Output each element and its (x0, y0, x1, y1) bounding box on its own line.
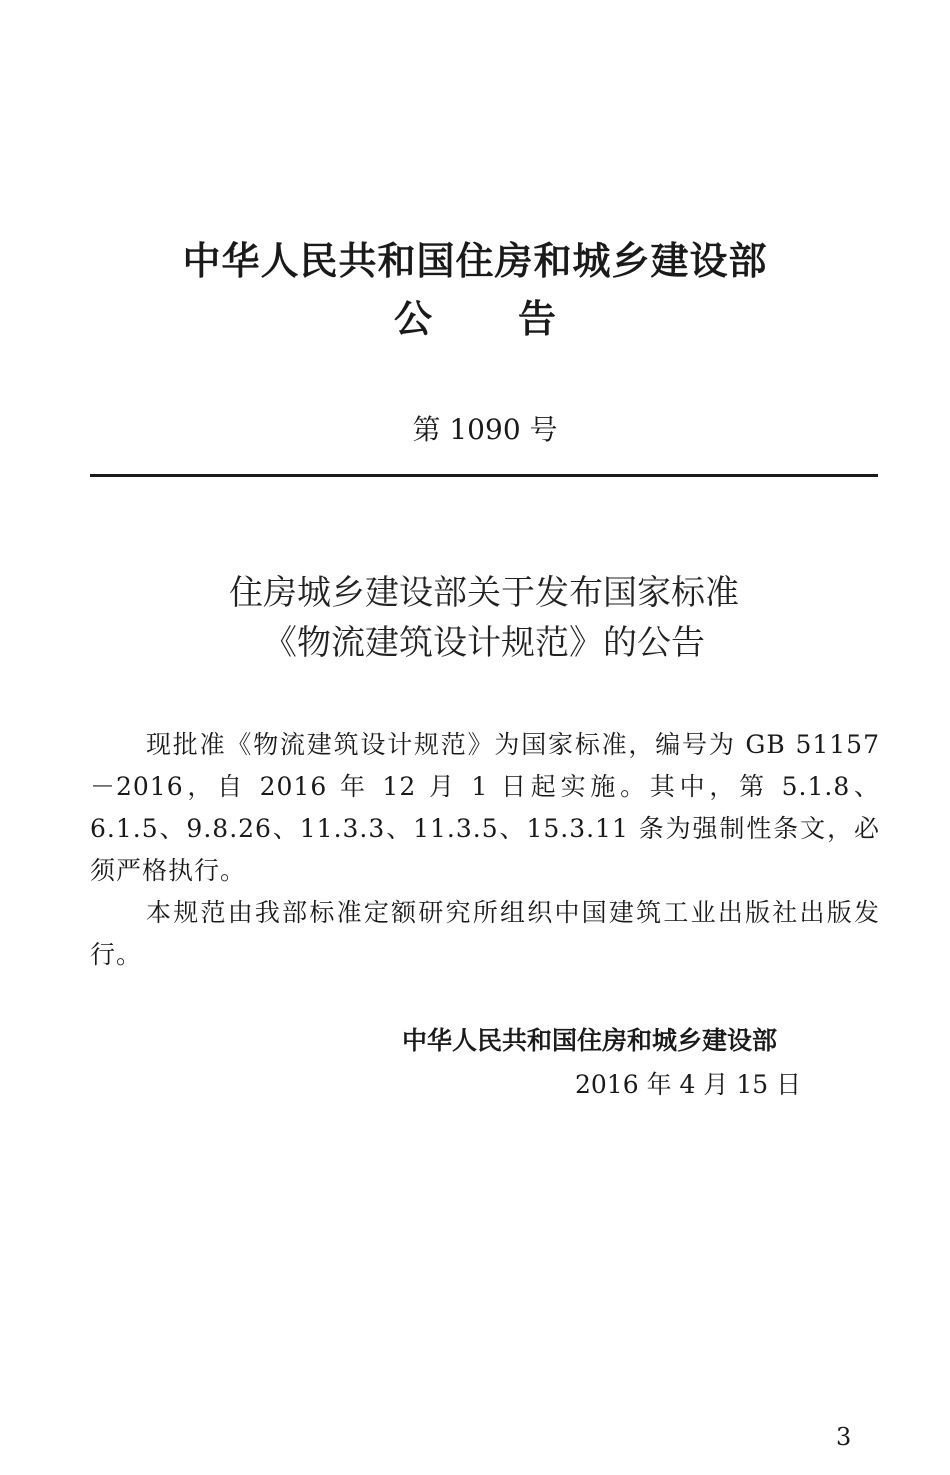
title-line-2: 《物流建筑设计规范》的公告 (263, 623, 705, 663)
body-paragraph-1: 现批准《物流建筑设计规范》为国家标准，编号为 GB 51157－2016，自 2016 年 12 月 1 日起实施。其中，第 5.1.8、6.1.5、9.8.26、11.3.3、11.3.5、15.3.11 条为强制性条文，必须严格执行。 (90, 730, 880, 885)
page-number: 3 (836, 1423, 852, 1451)
title-line-1: 住房城乡建设部关于发布国家标准 (229, 573, 739, 613)
body-paragraph-2: 本规范由我部标准定额研究所组织中国建筑工业出版社出版发行。 (90, 898, 880, 969)
header-divider (90, 474, 878, 477)
notice-number: 第 1090 号 (412, 413, 558, 446)
signature-date: 2016 年 4 月 15 日 (575, 1070, 802, 1099)
announcement-title (0, 568, 950, 668)
announcement-body (90, 724, 880, 976)
signature-organization: 中华人民共和国住房和城乡建设部 (402, 1026, 778, 1055)
notice-label-heading: 公告 (393, 297, 642, 341)
issuing-organization-heading: 中华人民共和国住房和城乡建设部 (182, 239, 768, 283)
